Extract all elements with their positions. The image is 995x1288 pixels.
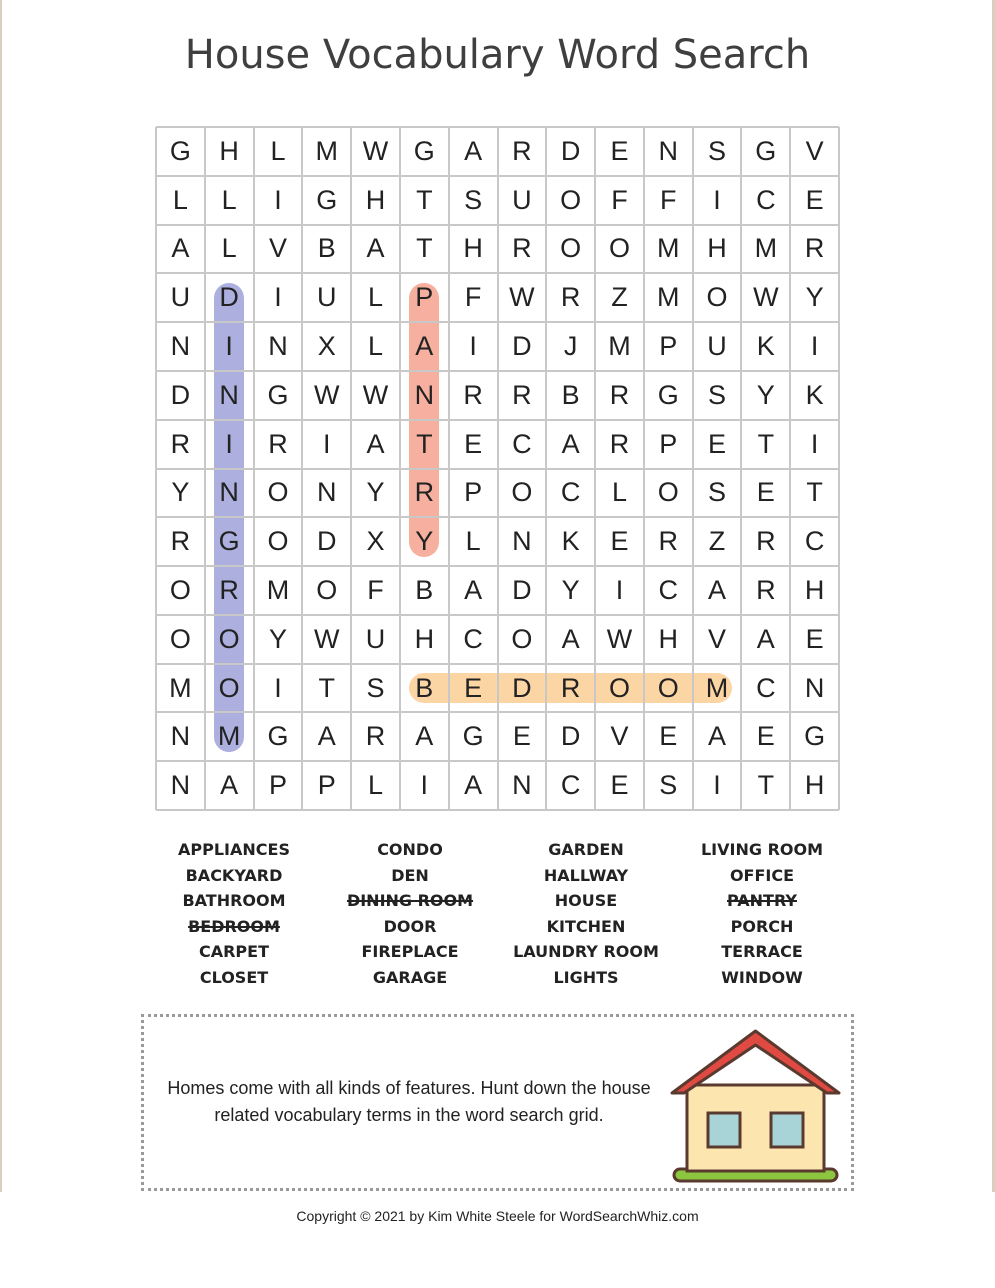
word-list-item: DEN [391,865,429,885]
grid-cell[interactable]: C [463,623,483,654]
grid-cell[interactable]: R [170,428,191,459]
grid-cell[interactable]: C [658,574,678,605]
grid-cell[interactable]: O [169,623,191,654]
grid-cell[interactable]: H [707,233,727,264]
grid-cell[interactable]: P [268,770,287,801]
word-list-item: LAUNDRY ROOM [513,942,659,962]
grid-cell[interactable]: N [219,379,239,410]
word-list [146,837,850,997]
word-list-item: TERRACE [721,942,803,962]
grid-cell[interactable]: A [464,135,483,166]
grid-cell[interactable]: N [658,135,678,166]
grid-cell[interactable]: U [316,282,337,313]
grid-cell[interactable]: R [512,135,532,166]
grid-cell[interactable]: E [512,721,531,752]
grid-cell[interactable]: A [708,574,727,605]
description-text: Homes come with all kinds of features. Hunt down the house related vocabulary terms in the word search grid. [167,1078,651,1125]
grid-cell[interactable]: B [317,233,336,264]
grid-cell[interactable]: N [512,526,532,557]
grid-cell[interactable]: M [656,282,680,313]
grid-cell[interactable]: R [609,428,630,459]
grid-cell[interactable]: R [512,379,532,410]
grid-cell[interactable]: W [362,135,389,166]
grid-cell[interactable]: F [659,184,677,215]
grid-cell[interactable]: X [366,526,385,557]
grid-cell[interactable]: H [804,574,825,605]
grid-cell[interactable]: C [756,184,776,215]
grid-cell[interactable]: V [268,233,287,264]
grid-cell[interactable]: T [757,770,775,801]
word-list-item: LIGHTS [553,967,619,987]
grid-cell[interactable]: A [708,721,727,752]
grid-cell[interactable]: M [266,574,290,605]
grid-cell[interactable]: H [414,623,435,654]
grid-cell[interactable]: N [170,331,191,362]
grid-cell[interactable]: T [318,672,335,703]
grid-cell[interactable]: L [611,477,627,508]
grid-cell[interactable]: L [368,770,384,801]
grid-cell[interactable]: O [706,282,728,313]
grid-cell[interactable]: K [756,331,775,362]
grid-cell[interactable]: L [221,233,237,264]
grid-cell[interactable]: D [560,721,581,752]
grid-cell[interactable]: E [610,770,629,801]
grid-cell[interactable]: L [221,184,237,215]
word-list-item: BEDROOM [188,916,280,936]
grid-cell[interactable]: P [464,477,483,508]
grid-cell[interactable]: I [225,331,233,362]
grid-cell[interactable]: G [267,721,289,752]
grid-cell[interactable]: L [368,282,384,313]
grid-cell[interactable]: O [169,574,191,605]
grid-cell[interactable]: L [270,135,286,166]
grid-cell[interactable]: M [608,331,631,362]
grid-cell[interactable]: T [416,233,433,264]
grid-cell[interactable]: F [611,184,628,215]
grid-cell[interactable]: B [415,672,434,703]
grid-cell[interactable]: B [561,379,580,410]
grid-cell[interactable]: F [367,574,384,605]
grid-cell[interactable]: O [316,574,338,605]
copyright-text: Copyright © 2021 by Kim White Steele for WordSearchWhiz.com [296,1208,699,1224]
grid-cell[interactable]: M [705,672,729,703]
grid-cell[interactable]: T [806,477,823,508]
grid-cell[interactable]: Y [561,574,580,605]
grid-cell[interactable]: E [464,672,483,703]
grid-cell[interactable]: N [414,379,435,410]
grid-cell[interactable]: E [659,721,678,752]
grid-cell[interactable]: I [322,428,331,459]
grid-cell[interactable]: C [512,428,532,459]
grid-cell[interactable]: C [804,526,825,557]
grid-cell[interactable]: H [219,135,239,166]
grid-cell[interactable]: M [169,672,192,703]
word-list-item: WINDOW [721,967,803,987]
word-list-column-3 [498,837,674,991]
grid-cell[interactable]: S [659,770,678,801]
grid-cell[interactable]: S [708,477,727,508]
grid-cell[interactable]: V [805,135,824,166]
grid-cell[interactable]: I [274,184,282,215]
grid-cell[interactable]: U [170,282,191,313]
grid-cell[interactable]: O [560,184,582,215]
grid-cell[interactable]: O [511,477,533,508]
word-list-item: PANTRY [727,891,797,911]
grid-cell[interactable]: C [560,477,581,508]
grid-cell[interactable]: A [415,721,434,752]
grid-cell[interactable]: I [615,574,624,605]
word-list-item: DINING ROOM [346,891,474,911]
grid-cell[interactable]: O [560,233,582,264]
grid-cell[interactable]: R [658,526,678,557]
grid-cell[interactable]: E [708,428,727,459]
grid-cell[interactable]: G [413,135,435,166]
grid-cell[interactable]: O [608,233,630,264]
word-list-item: OFFICE [729,865,795,885]
page-title: House Vocabulary Word Search [184,32,811,78]
grid-cell[interactable]: G [755,135,777,166]
grid-cell[interactable]: S [708,135,727,166]
house-icon [668,1023,843,1183]
grid-cell[interactable]: R [609,379,630,410]
grid-cell[interactable]: O [608,672,630,703]
grid-cell[interactable]: N [512,770,532,801]
grid-cell[interactable]: U [707,331,727,362]
grid-cell[interactable]: M [315,135,338,166]
grid-cell[interactable]: G [657,379,679,410]
word-list-item: DOOR [383,916,437,936]
grid-cell[interactable]: M [656,233,680,264]
grid-cell[interactable]: I [469,331,477,362]
grid-cell[interactable]: K [561,526,580,557]
grid-cell[interactable]: R [756,574,776,605]
grid-cell[interactable]: Y [805,282,824,313]
grid-cell[interactable]: S [708,379,727,410]
grid-cell[interactable]: R [512,233,532,264]
grid-cell[interactable]: H [365,184,386,215]
grid-cell[interactable]: A [415,331,434,362]
word-search-grid [156,127,839,810]
grid-cell[interactable]: X [317,331,336,362]
grid-cell[interactable]: O [267,526,289,557]
grid-cell[interactable]: J [563,331,578,362]
grid-cell[interactable]: W [362,379,389,410]
grid-cell[interactable]: W [606,623,633,654]
grid-cell[interactable]: K [805,379,824,410]
grid-cell[interactable]: U [365,623,386,654]
grid-cell[interactable]: R [756,526,776,557]
grid-cell[interactable]: N [316,477,337,508]
grid-cell[interactable]: Z [708,526,726,557]
grid-cell[interactable]: I [713,770,721,801]
word-list-column-2 [322,837,498,991]
grid-cell[interactable]: E [805,184,824,215]
grid-cell[interactable]: W [753,282,779,313]
grid-cell[interactable]: A [171,233,190,264]
grid-cell[interactable]: O [657,672,679,703]
grid-cell[interactable]: R [268,428,288,459]
grid-cell[interactable]: L [172,184,188,215]
grid-cell[interactable]: I [274,672,282,703]
grid-cell[interactable]: N [268,331,288,362]
grid-cell[interactable]: Y [756,379,775,410]
grid-cell[interactable]: D [512,331,532,362]
grid-cell[interactable]: A [561,623,580,654]
grid-cell[interactable]: S [464,184,483,215]
grid-cell[interactable]: A [464,770,483,801]
grid-cell[interactable]: R [463,379,483,410]
grid-cell[interactable]: I [713,184,721,215]
word-list-item: KITCHEN [546,916,626,936]
grid-cell[interactable]: O [511,623,533,654]
grid-cell[interactable]: D [560,135,581,166]
word-list-item: HALLWAY [543,865,629,885]
grid-cell[interactable]: R [560,282,581,313]
grid-cell[interactable]: R [560,672,581,703]
grid-cell[interactable]: O [218,623,240,654]
grid-cell[interactable]: W [313,623,340,654]
grid-cell[interactable]: H [658,623,678,654]
grid-cell[interactable]: D [316,526,337,557]
grid-cell[interactable]: W [509,282,535,313]
grid-cell[interactable]: H [463,233,483,264]
word-list-item: CARPET [198,942,269,962]
grid-cell[interactable]: A [366,233,385,264]
grid-cell[interactable]: G [218,526,240,557]
grid-cell[interactable]: Y [366,477,385,508]
grid-cell[interactable]: O [218,672,240,703]
grid-cell[interactable]: A [756,623,775,654]
grid-cell[interactable]: P [659,428,678,459]
grid-cell[interactable]: T [416,184,433,215]
grid-cell[interactable]: R [804,233,825,264]
grid-cell[interactable]: A [561,428,580,459]
grid-cell[interactable]: V [610,721,629,752]
grid-cell[interactable]: N [804,672,825,703]
grid-cell[interactable]: L [465,526,481,557]
grid-cell[interactable]: W [313,379,340,410]
grid-cell[interactable]: U [512,184,532,215]
grid-cell[interactable]: O [657,477,679,508]
grid-cell[interactable]: G [169,135,191,166]
word-list-item: CONDO [377,840,443,859]
grid-cell[interactable]: Y [415,526,434,557]
grid-cell[interactable]: E [464,428,483,459]
grid-cell[interactable]: Y [268,623,287,654]
word-list-item: APPLIANCES [178,840,290,859]
grid-cell[interactable]: R [414,477,435,508]
word-list-item: FIREPLACE [361,942,459,962]
word-list-item: LIVING ROOM [700,840,824,859]
grid-cell[interactable]: G [267,379,289,410]
grid-cell[interactable]: G [462,721,484,752]
grid-cell[interactable]: H [804,770,825,801]
word-list-item: GARAGE [372,967,448,987]
word-list-item: BACKYARD [185,865,283,885]
grid-cell[interactable]: D [512,672,532,703]
grid-cell[interactable]: Y [171,477,190,508]
grid-cell[interactable]: D [170,379,191,410]
grid-cell[interactable]: P [317,770,336,801]
word-list-item: CLOSET [199,967,269,987]
grid-cell[interactable]: A [220,770,239,801]
grid-cell[interactable]: I [810,331,819,362]
grid-cell[interactable]: O [267,477,289,508]
word-list-item: BATHROOM [182,891,286,911]
grid-cell[interactable]: B [415,574,434,605]
grid-cell[interactable]: D [512,574,532,605]
grid-cell[interactable]: T [416,428,433,459]
word-list-item: HOUSE [554,891,618,911]
grid-cell[interactable]: D [219,282,239,313]
grid-cell[interactable]: P [415,282,434,313]
description-box [141,1014,854,1191]
grid-cell[interactable]: C [756,672,776,703]
grid-cell[interactable]: M [754,233,778,264]
word-list-item: GARDEN [548,840,624,859]
word-list-column-4 [674,837,850,991]
grid-cell[interactable]: A [317,721,336,752]
grid-cell[interactable]: L [368,331,384,362]
grid-cell[interactable]: E [756,721,775,752]
grid-cell[interactable]: E [610,526,629,557]
page-edge-left [0,0,2,1192]
grid-cell[interactable]: T [757,428,775,459]
grid-cell[interactable]: R [365,721,386,752]
grid-cell[interactable]: S [366,672,385,703]
grid-cell[interactable]: E [805,623,824,654]
grid-cell[interactable]: A [366,428,385,459]
word-list-item: PORCH [730,916,794,936]
grid-cell[interactable]: P [659,331,678,362]
grid-cell[interactable]: I [274,282,282,313]
grid-cell[interactable]: N [219,477,239,508]
grid-cell[interactable]: A [464,574,483,605]
grid-cell[interactable]: R [170,526,191,557]
grid-cell[interactable]: N [170,770,191,801]
grid-cell[interactable]: G [804,721,826,752]
grid-cell[interactable]: N [170,721,191,752]
grid-cell[interactable]: G [316,184,338,215]
grid-cell[interactable]: I [225,428,233,459]
grid-cell[interactable]: I [810,428,819,459]
grid-cell[interactable]: M [217,721,241,752]
grid-cell[interactable]: V [708,623,727,654]
grid-cell[interactable]: R [219,574,239,605]
grid-cell[interactable]: E [756,477,775,508]
grid-cell[interactable]: C [560,770,581,801]
grid-cell[interactable]: F [464,282,482,313]
word-list-column-1 [146,837,322,991]
grid-cell[interactable]: Z [611,282,628,313]
grid-cell[interactable]: I [420,770,429,801]
grid-cell[interactable]: E [610,135,629,166]
